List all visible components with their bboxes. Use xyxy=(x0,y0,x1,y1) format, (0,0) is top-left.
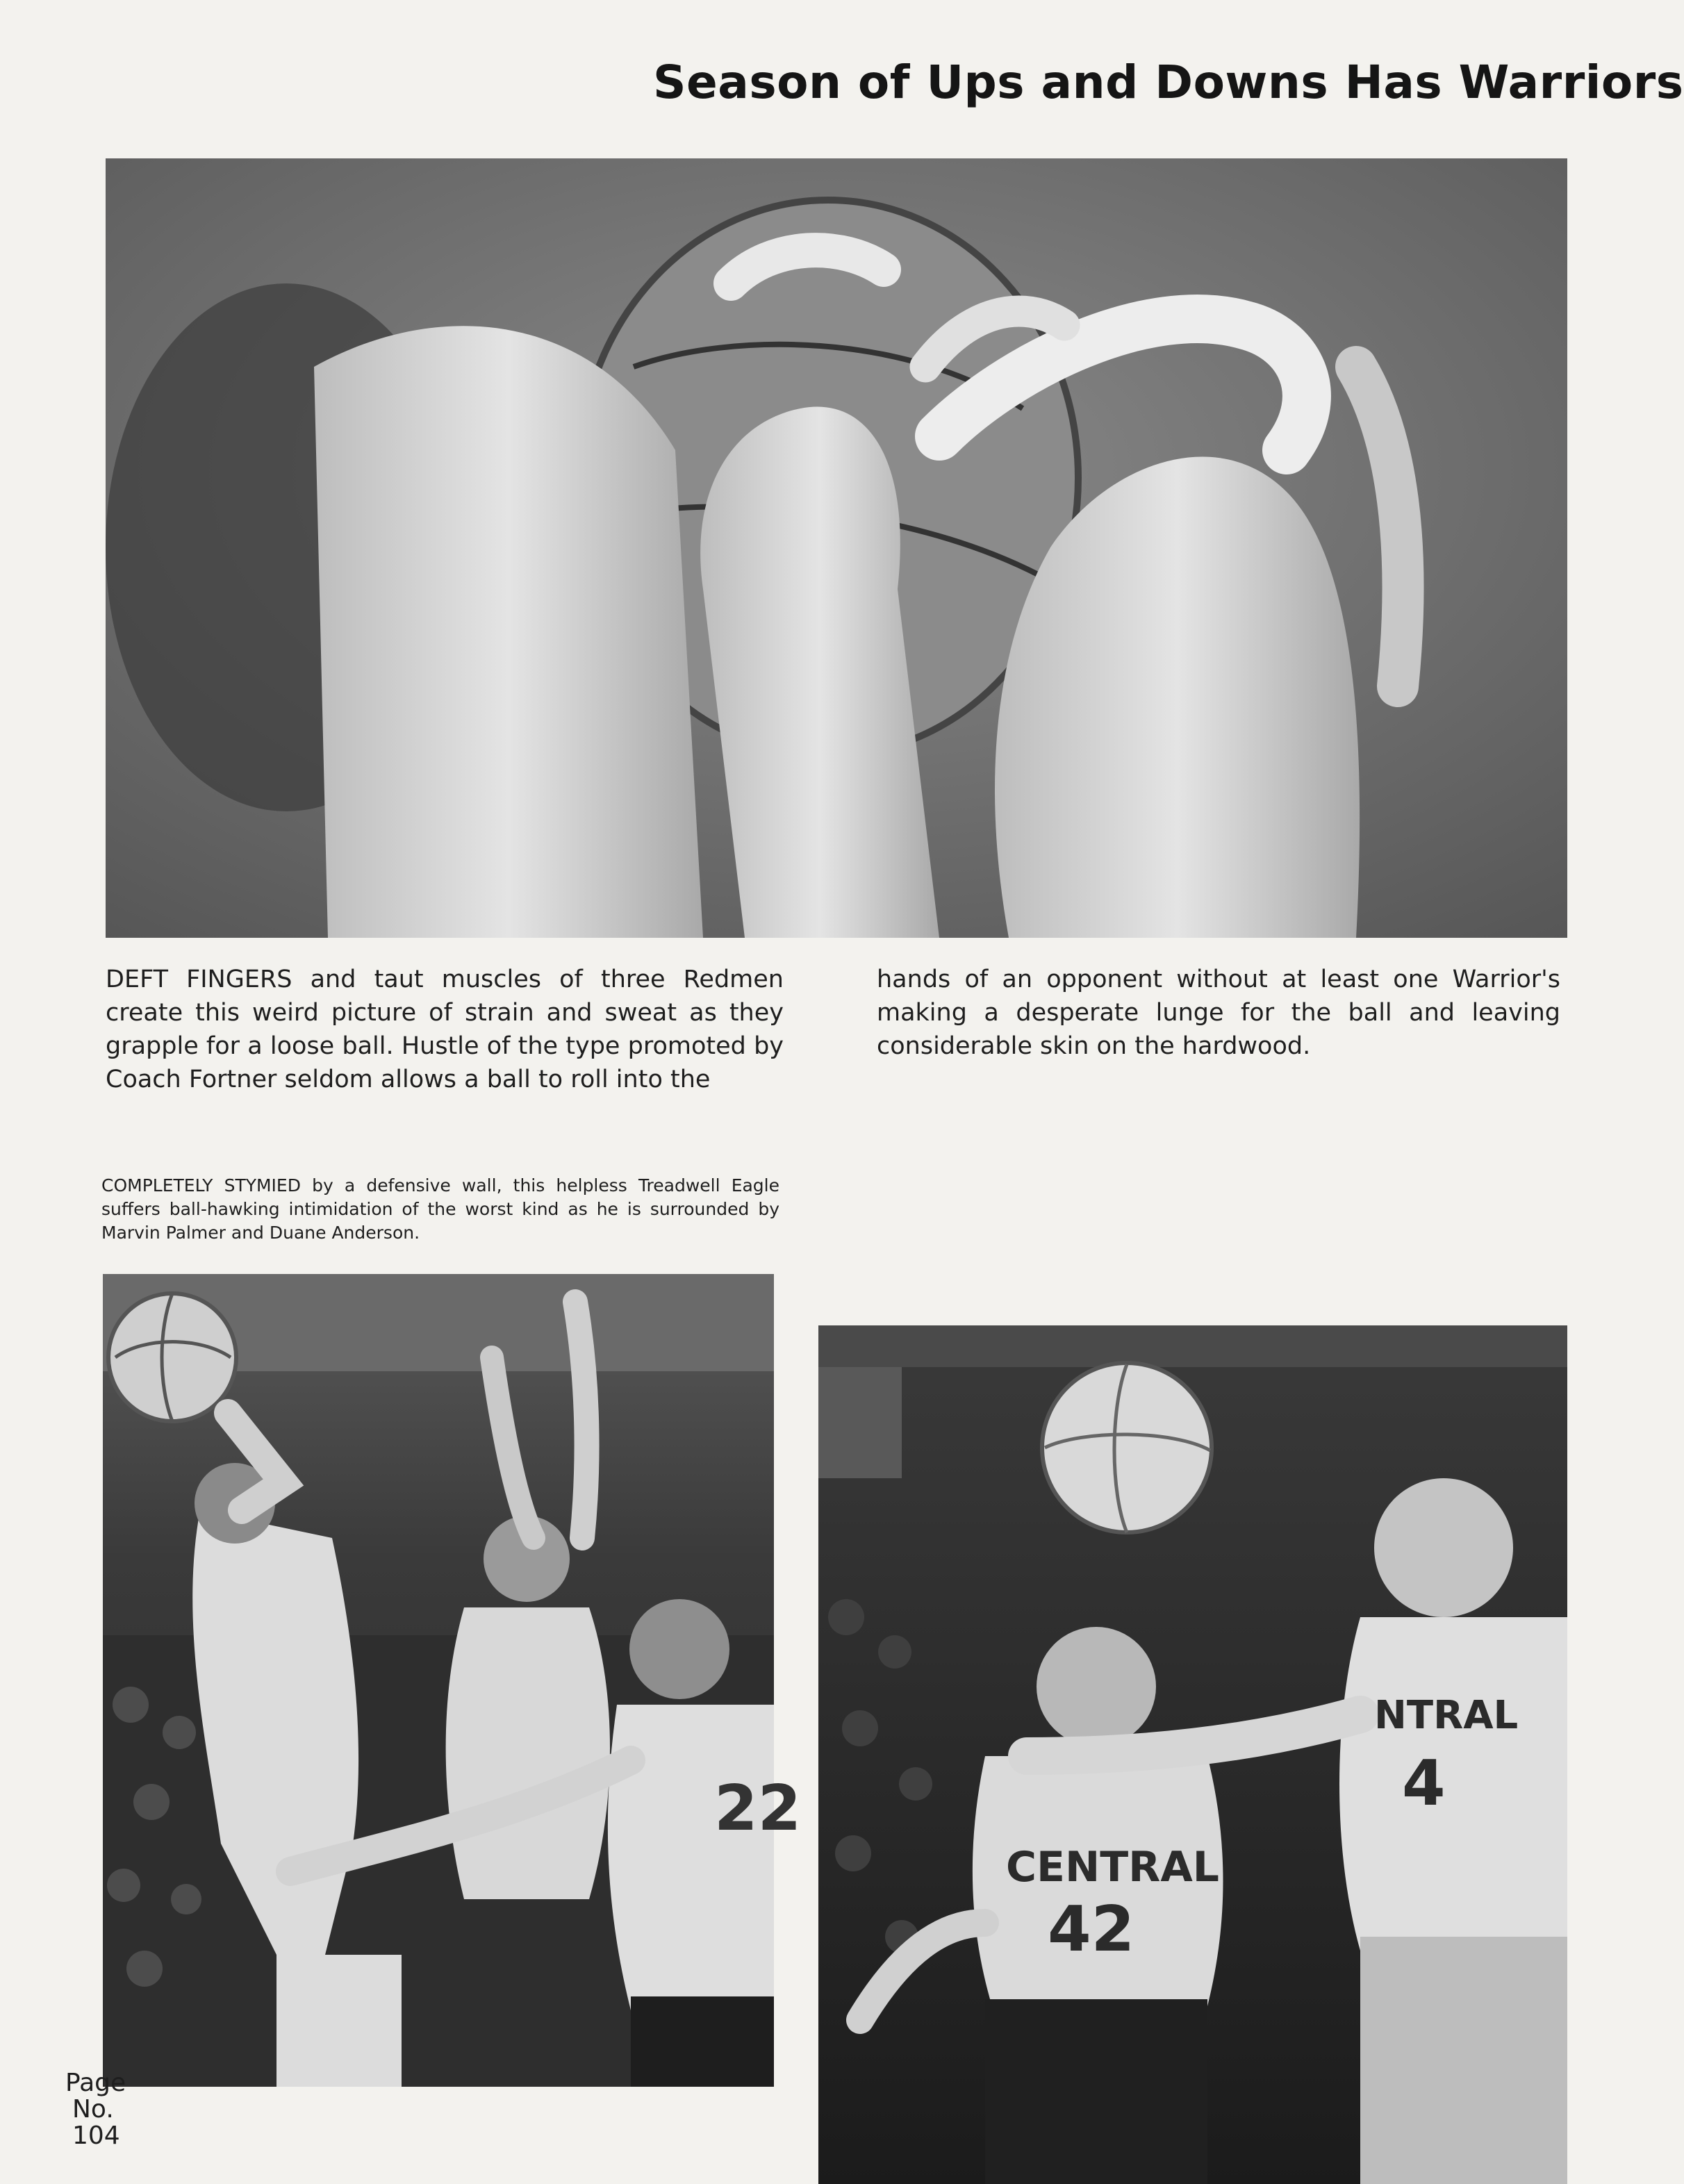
main-caption-column-2: hands of an opponent without at least one Warrior's making a desperate lunge for the ball and leaving considerable skin on the hardwood. xyxy=(877,966,1560,1060)
main-caption-column-1: DEFT FINGERS and taut muscles of three Redmen create this weird picture of strain and sweat as they grapple for a loose ball. Hustle of the type promoted by Coach Fortner seldom allows a ball to roll into the xyxy=(106,966,784,1093)
page-number-label-no: No. xyxy=(72,2095,114,2124)
page-title: Season of Ups and Downs Has Warriors xyxy=(653,56,1684,109)
jersey-team-central: CENTRAL xyxy=(1006,1843,1220,1892)
secondary-caption: COMPLETELY STYMIED by a defensive wall, this helpless Treadwell Eagle suffers ball-hawking intimidation of the worst kind as he is surrounded by Marvin Palmer and Duane Anderson. xyxy=(101,1175,779,1243)
jersey-number-22: 22 xyxy=(714,1772,802,1845)
basketball-loose-ball-illustration xyxy=(818,1325,1567,2184)
basketball-defense-illustration xyxy=(103,1274,802,2087)
jersey-number-42: 42 xyxy=(1048,1893,1135,1966)
jersey-team-partial-central: NTRAL xyxy=(1374,1693,1519,1738)
photo-treadwell-eagle-surrounded xyxy=(103,1274,802,2087)
page-number-label-page: Page xyxy=(65,2069,126,2097)
jersey-number-4: 4 xyxy=(1402,1747,1446,1820)
page-number-value: 104 xyxy=(72,2121,120,2150)
photo-central-players-loose-ball xyxy=(818,1325,1567,2184)
photo-hands-grappling-ball xyxy=(106,158,1567,938)
page-number xyxy=(65,2070,135,2149)
hands-ball-illustration xyxy=(106,158,1567,938)
